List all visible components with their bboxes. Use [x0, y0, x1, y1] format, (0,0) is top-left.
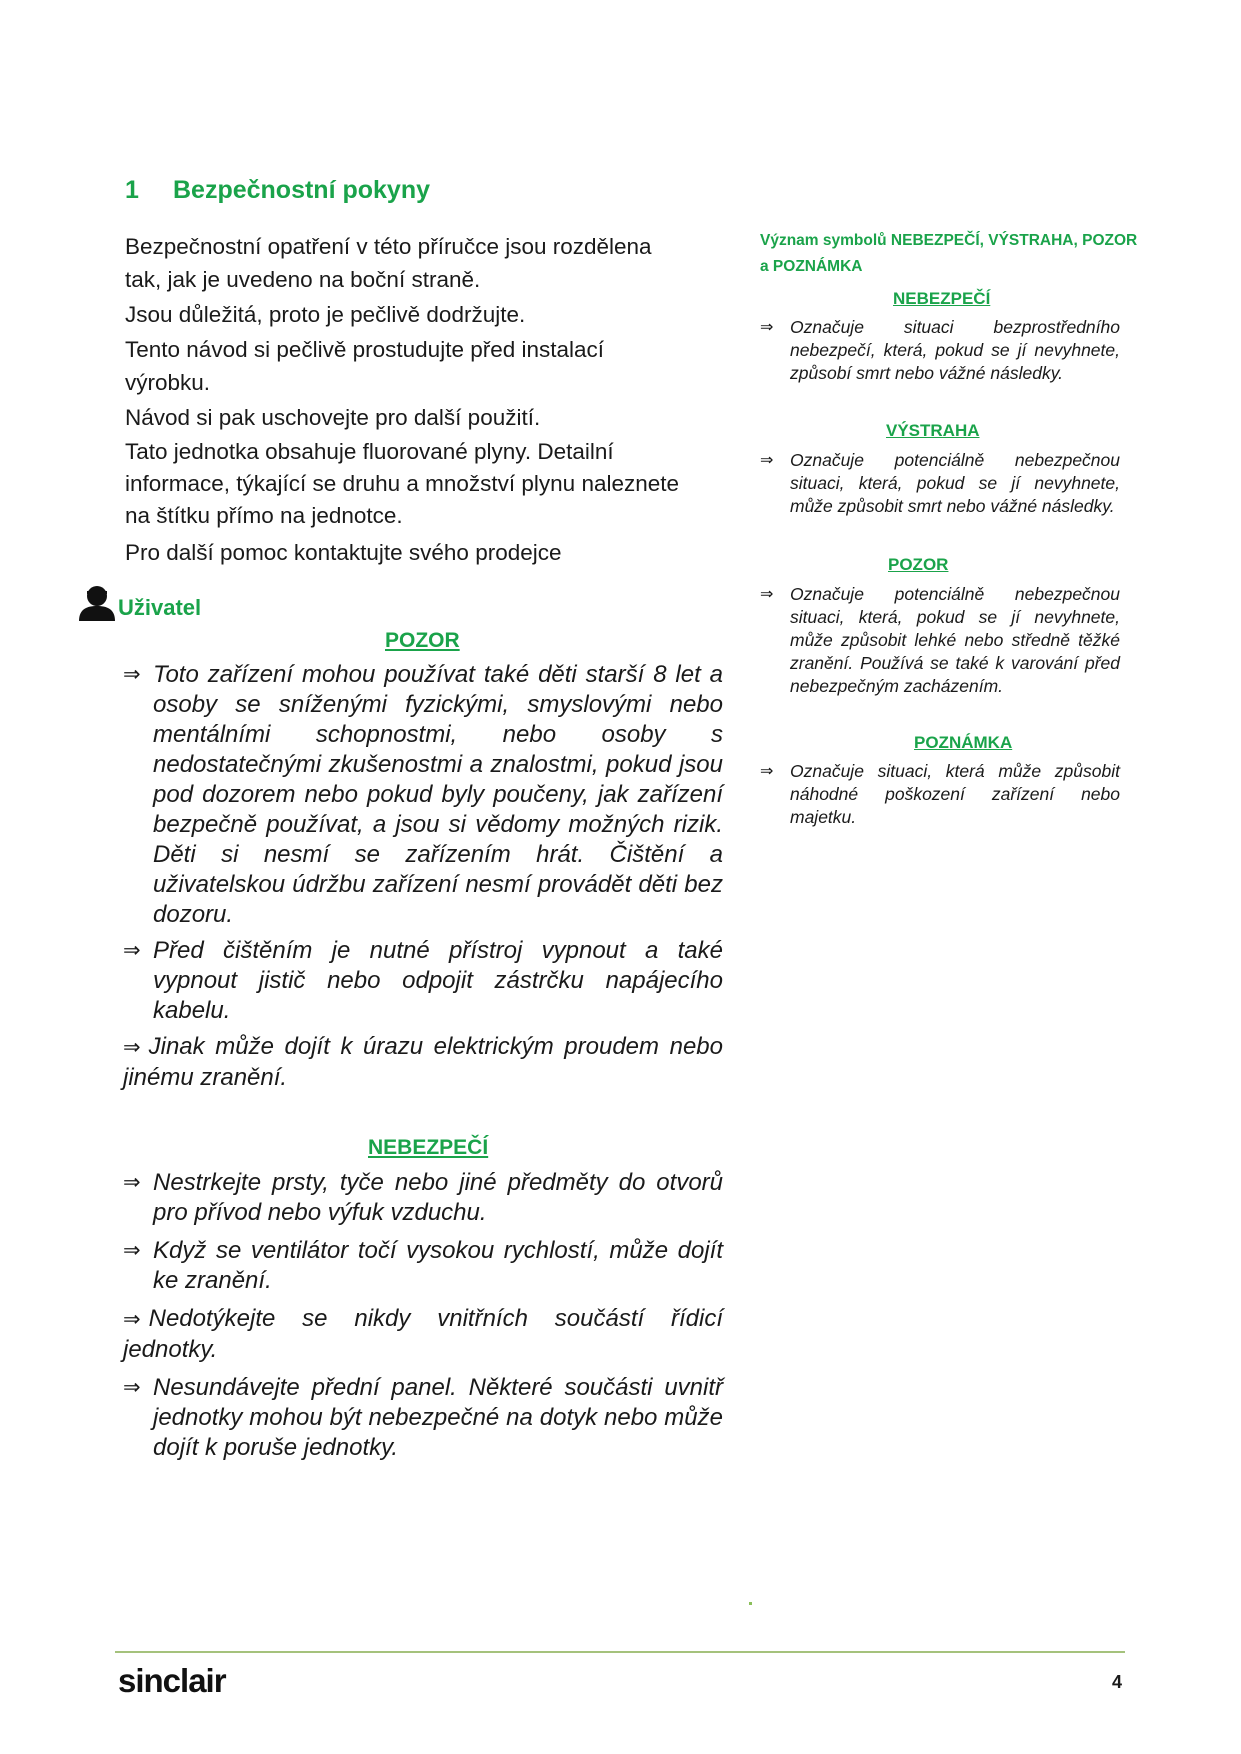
section-heading — [125, 176, 430, 205]
section-number: 1 — [125, 176, 139, 204]
legend-vystraha-description: Označuje potenciálně nebezpečnou situaci, která, pokud se jí nevyhnete, může způsobit smrt nebo vážné následky. — [790, 450, 1120, 516]
legend-vystraha-text — [760, 449, 1120, 518]
intro-paragraph: Tento návod si pečlivě prostudujte před instalací výrobku. — [125, 337, 605, 395]
legend-pozor-text — [760, 583, 1120, 698]
arrow-icon: ⇒ — [123, 939, 141, 962]
sinclair-logo-text: sinclair — [118, 1662, 226, 1699]
intro-paragraph: Tato jednotka obsahuje fluorované plyny. Detailní informace, týkající se druhu a množství plynu naleznete na štítku přímo na jednotce. — [125, 439, 680, 528]
arrow-icon: ⇒ — [123, 1376, 141, 1399]
legend-nebezpeci-heading: NEBEZPEČÍ — [893, 289, 991, 308]
arrow-icon: ⇒ — [123, 1239, 141, 1262]
legend-poznamka-description: Označuje situaci, která může způsobit náhodné poškození zařízení nebo majetku. — [790, 761, 1120, 827]
legend-pozor-description: Označuje potenciálně nebezpečnou situaci, která, pokud se jí nevyhnete, může způsobit lehké nebo středně těžké zranění. Používá se také k varování před nebezpečným zacházením. — [790, 584, 1120, 696]
intro-text — [125, 230, 685, 571]
section-title: Bezpečnostní pokyny — [173, 176, 430, 204]
list-item — [123, 1032, 723, 1093]
pozor-heading: POZOR — [385, 629, 460, 652]
list-item-text: Když se ventilátor točí vysokou rychlostí, může dojít ke zranění. — [153, 1237, 723, 1294]
legend-nebezpeci-description: Označuje situaci bezprostředního nebezpečí, která, pokud se jí nevyhnete, způsobí smrt nebo vážné následky. — [790, 317, 1120, 383]
list-item-text: Nedotýkejte se nikdy vnitřních součástí řídicí jednotky. — [123, 1305, 723, 1363]
list-item-text: Nesundávejte přední panel. Některé součásti uvnitř jednotky mohou být nebezpečné na dotyk nebo může dojít k poruše jednotky. — [153, 1374, 723, 1461]
arrow-icon: ⇒ — [123, 1171, 141, 1194]
list-item — [123, 660, 723, 930]
arrow-icon: ⇒ — [123, 1308, 141, 1331]
decorative-dot — [749, 1602, 752, 1605]
user-label-text: Uživatel — [118, 595, 202, 620]
list-item-text: Nestrkejte prsty, tyče nebo jiné předměty do otvorů pro přívod nebo výfuk vzduchu. — [153, 1169, 723, 1226]
intro-paragraph: Pro další pomoc kontaktujte svého prodejce — [125, 540, 562, 565]
nebezpeci-list — [123, 1168, 723, 1469]
list-item — [123, 1236, 723, 1296]
list-item-text: Před čištěním je nutné přístroj vypnout a také vypnout jistič nebo odpojit zástrčku napájecího kabelu. — [153, 937, 723, 1024]
arrow-icon: ⇒ — [760, 452, 774, 469]
arrow-icon: ⇒ — [123, 663, 141, 686]
list-item-text: Toto zařízení mohou používat také děti starší 8 let a osoby se sníženými fyzickými, smyslovými nebo mentálními schopnostmi, nebo osoby s nedostatečnými zkušenostmi a znalostmi, pokud jsou pod dozorem nebo pokud byly poučeny, jak zařízení bezpečně používat, a jsou si vědomy možných rizik. Děti si nesmí se zařízením hrát. Čištění a uživatelskou údržbu zařízení nesmí provádět děti bez dozoru. — [153, 661, 723, 928]
legend-nebezpeci-text — [760, 316, 1120, 385]
arrow-icon: ⇒ — [760, 763, 774, 780]
arrow-icon: ⇒ — [123, 1036, 141, 1059]
legend-poznamka-heading: POZNÁMKA — [914, 733, 1013, 752]
legend-vystraha-heading: VÝSTRAHA — [886, 421, 980, 440]
intro-paragraph: Jsou důležitá, proto je pečlivě dodržujte. — [125, 302, 526, 327]
sinclair-logo — [118, 1660, 278, 1700]
intro-paragraph: Návod si pak uschovejte pro další použití. — [125, 405, 541, 430]
footer-rule — [115, 1651, 1125, 1653]
legend-poznamka-text — [760, 760, 1120, 829]
intro-paragraph: Bezpečnostní opatření v této příručce jsou rozdělena tak, jak je uvedeno na boční straně. — [125, 234, 652, 292]
list-item — [123, 1304, 723, 1365]
arrow-icon: ⇒ — [760, 319, 774, 336]
list-item — [123, 936, 723, 1026]
user-icon — [78, 585, 116, 621]
legend-pozor-heading: POZOR — [888, 555, 949, 574]
list-item — [123, 1373, 723, 1463]
pozor-list — [123, 660, 723, 1099]
page-number: 4 — [1112, 1672, 1123, 1692]
list-item — [123, 1168, 723, 1228]
list-item-text: Jinak může dojít k úrazu elektrickým proudem nebo jinému zranění. — [123, 1033, 723, 1091]
arrow-icon: ⇒ — [760, 586, 774, 603]
user-label — [78, 585, 201, 621]
nebezpeci-heading: NEBEZPEČÍ — [368, 1136, 489, 1159]
legend-title: Význam symbolů NEBEZPEČÍ, VÝSTRAHA, POZOR a POZNÁMKA — [760, 232, 1138, 275]
